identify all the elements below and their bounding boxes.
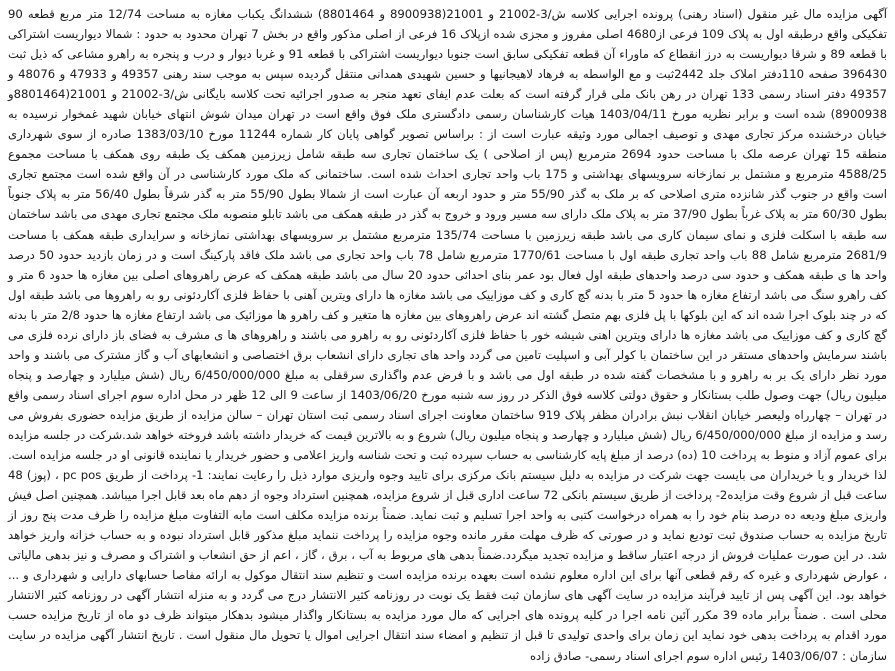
- auction-notice-text: آگهی مزایده مال غیر منقول (اسناد رهنی) پرونده اجرایی کلاسه ش/3-21002 و 21001(8900938 و 8801464) ششدانگ یکباب مغازه به مساحت 12/74 متر مربع قطعه 90 تفکیکی واقع درطبقه اول به پلاک 109 فرعی از4680 اصلی مفروز و مجزی شده ازپلاک 16 فرعی از اصلی مذکور واقع در بخش 7 تهران محدود به حدود : شمالا دیواریست اشتراکی با قطعه 89 و شرقا دیواریست به درز انقطاع که ماوراء آن قطعه تفکیکی سابق است جنوبا دیواریست اشتراکی با قطعه 91 و غربا دیوار و درب و پنجره به راهرو مشاعی که ذیل ثبت 396430 صفحه 110دفتر املاک جلد 2442ثبت و مع الواسطه به فرهاد لاهیجانیها و حسین شهیدی همدانی منتقل گردیده سپس به موجب سند رهنی 49357 و 47933 و 48076 و 49357 دفتر اسناد رسمی 133 تهران در رهن بانک ملی قرار گرفته است که بعلت عدم ایفای تعهد منجر به صدور اجرائیه تحت کلاسه بایگانی ش/3-21002 و 21001(8801464و 8900938) شده است و برابر نظریه مورخ 1403/04/11 هیات کارشناسان رسمی دادگستری ملک فوق واقع است در تهران میدان شوش انتهای خیابان شهید غمخوار نرسیده به خیابان درخشنده مرکز تجاری مهدی و توصیف اجمالی مورد وثیقه عبارت است از : براساس تصویر گواهی پایان کار شماره 11244 مورخ 1383/03/10 صادره از سوی شهرداری منطقه 15 تهران عرصه ملک با مساحت حدود 2694 مترمربع (پس از اصلاحی ) یک ساختمان تجاری سه طبقه شامل زیرزمین همکف یک طبقه روی همکف با مساحت مجموع 4588/25 مترمربع و مشتمل بر نمازخانه سرویسهای بهداشتی و 175 باب واحد تجاری احداث شده است. ساختمانی که ملک مورد کارشناسی در آن واقع شده است مجتمع تجاری است واقع در جنوب گذر شانزده متری اصلاحی که بر ملک به گذر 55/90 متر و حدود اربعه آن عبارت است از شمالا بطول 55/90 متر به گذر شرقاً بطول 56/40 متر به پلاک جنوباً بطول 60/30 متر به پلاک غرباً بطول 37/90 متر به پلاک ملک دارای سه مسیر ورود و خروج به گذر در طبقه همکف می باشد تابلو منصوبه ملک مجتمع تجاری مهدی می باشد ساختمان سه طبقه با اسکلت فلزی و نمای سیمان کاری می باشد طبقه زیرزمین با مساحت 135/74 مترمربع مشتمل بر سرویسهای بهداشتی نمازخانه و سرایداری طبقه همکف با مساحت 2681/9 مترمربع شامل 88 باب واحد تجاری طبقه اول با مساحت 1770/61 مترمربع شامل 78 باب واحد تجاری می باشد ملک فاقد پارکینگ است و در زمان بازدید حدود 50 درصد واحد ها ی طبقه همکف و حدود سی درصد واحدهای طبقه اول فعال بود عمر بنای احداثی حدود 20 سال می باشد طبقه همکف که عرض راهروهای اصلی بین مغازه ها حدود 6 متر و کف راهرو سنگ می باشد ارتفاع مغازه ها حدود 5 متر با بدنه گچ کاری و کف موزاییک می باشد مغازه ها دارای ویترین آهنی با حفاظ فلزی آکاردئونی رو به راهروها می باشد طبقه اول که در چند بلوک اجرا شده اند که این بلوکها با پل فلزی بهم متصل گشته اند عرض راهروهای بین مغازه ها متغیر و کف راهرو ها موزائیک می باشد ارتفاع مغازه ها حدود 2/8 متر با بدنه گچ کاری و کف موزاییک می باشد مغازه ها دارای ویترین اهنی شیشه خور با حفاظ فلزی آکاردئونی رو به راهرو می باشند و راهروهای ها ی مشرف به فضای باز دارای نرده فلزی می باشند سرمایش واحدهای مستقر در این ساختمان با کولر آبی و اسپلیت تامین می گردد واحد های تجاری دارای انشعاب برق اختصاصی و انشعابهای آب و گاز مشترک می باشند و واحد مورد نظر دارای یک بر به راهرو و با مشخصات گفته شده در طبقه اول می باشد و با فرض عدم واگذاری سرقفلی به مبلغ 6/450/000/000 ریال (شش میلیارد و چهارصد و پنجاه میلیون ریال) جهت وصول طلب بستانکار و حقوق دولتی کلاسه فوق الذکر در روز سه شنبه مورخ 1403/06/20 از ساعت 9 الی 12 ظهر در محل اداره سوم اجرای اسناد رسمی واقع در تهران – چهارراه ولیعصر خیابان انقلاب نبش برادران مظفر پلاک 919 ساختمان معاونت اجرای اسناد رسمی ثبت استان تهران – سالن مزایده از طریق مزایده حضوری بفروش می رسد و مزایده از مبلغ 6/450/000/000 ریال (شش میلیارد و چهارصد و پنجاه میلیون ریال) شروع و به بالاترین قیمت که خریدار داشته باشد فروخته خواهد شد.شرکت در جلسه مزایده برای عموم آزاد و منوط به پرداخت 10 (ده) درصد از مبلغ پایه کارشناسی به حساب سپرده ثبت و تحت شناسه واریز اعلامی و حضور خریدار یا نماینده قانونی او در جلسه مزایده است. لذا خریدار و یا خریداران می بایست جهت شرکت در مزایده به دلیل سیستم بانک مرکزی برای تایید وجوه واریزی موارد ذیل را رعایت نمایند: 1- پرداخت از طریق pc pos ، (پوز) 48 ساعت قبل از شروع وقت مزایده2- پرداخت از طریق سیستم بانکی 72 ساعت اداری قبل از شروع مزایده، همچنین استرداد وجوه از دهم ماه بعد قابل اجرا میباشد. همچنین اصل فیش واریزی مبلغ ودیعه ده درصد بنام خود را به همراه درخواست کتبی به واحد اجرا تسلیم و ثبت نماید. ضمناً برنده مزایده مکلف است مابه التفاوت مبلغ مزایده را ظرف مدت پنج روز از تاریخ مزایده به حساب صندوق ثبت تودیع نماید و در صورتی که ظرف مهلت مقرر مانده وجوه مزایده را پرداخت ننماید مبلغ مذکور قابل استرداد نبوده و به حساب خزانه واریز خواهد شد. در این صورت عملیات فروش از درجه اعتبار ساقط و مزایده تجدید میگردد.ضمناً بدهی های مربوط به آب ، برق ، گاز ، اعم از حق انشعاب و اشتراک و مصرف و نیز بدهی مالیاتی ، عوارض شهرداری و غیره که رقم قطعی آنها برای این اداره معلوم نشده است بعهده برنده مزایده است و تنظیم سند انتقال موکول به ارائه مفاصا حسابهای دارایی و شهرداری و ... خواهد بود. این آگهی پس از تایید فرآیند مزایده در سایت آگهی های سازمان ثبت فقط یک نوبت در روزنامه کثیر الانتشار درج می گردد و به منزله انتشار آگهی در روزنامه کثیر الانتشار محلی است . ضمناً برابر ماده 39 مکرر آئین نامه اجرا در کلیه پرونده های اجرایی که مال مورد مزایده به بستانکار واگذار میشود بدهکار میتواند ظرف دو ماه از تاریخ مزایده حسب مورد اقدام به پرداخت بدهی خود نماید این زمان برای واحدی تولیدی تا قبل از تنظیم و امضاء سند انتقال اجرایی اموال یا تحویل مال منقول است . تاریخ انتشار آگهی مزایده در سایت سازمان : 1403/06/07 رئیس اداره سوم اجرای اسناد رسمی- صادق زاده: [8, 7, 888, 663]
